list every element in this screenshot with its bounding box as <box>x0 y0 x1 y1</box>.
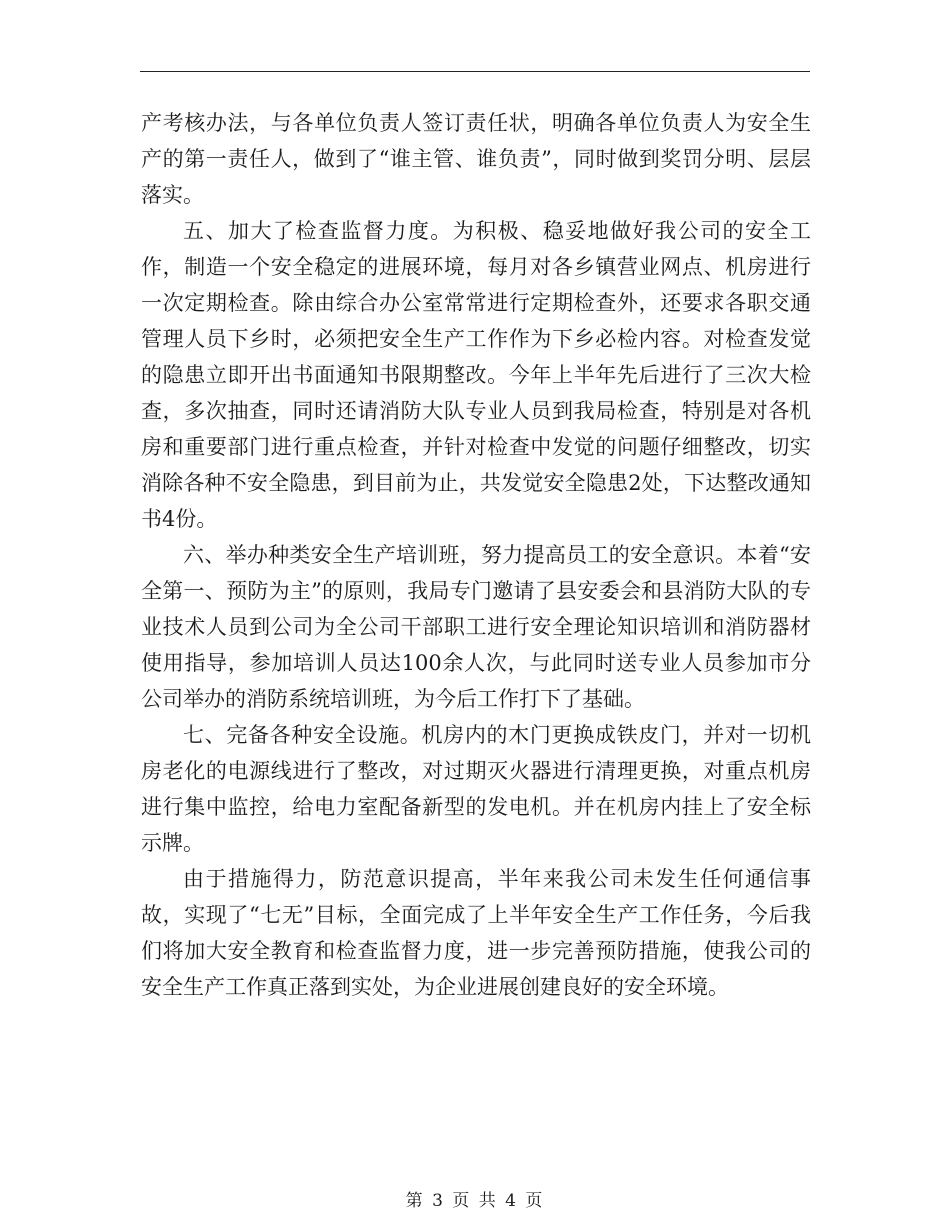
header-rule <box>140 71 810 72</box>
paragraph-continuation: 产考核办法，与各单位负责人签订责任状，明确各单位负责人为安全生产的第一责任人，做到了“谁主管、谁负责”，同时做到奖罚分明、层层落实。 <box>141 111 811 207</box>
page-number: 第 3 页 共 4 页 <box>405 1191 545 1211</box>
paragraph-section-5: 五、加大了检查监督力度。为积极、稳妥地做好我公司的安全工作，制造一个安全稳定的进展环境，每月对各乡镇营业网点、机房进行一次定期检查。除由综合办公室常常进行定期检查外，还要求各职交通管理人员下乡时，必须把安全生产工作作为下乡必检内容。对检查发觉的隐患立即开出书面通知书限期整改。今年上半年先后进行了三次大检查，多次抽查，同时还请消防大队专业人员到我局检查，特别是对各机房和重要部门进行重点检查，并针对检查中发觉的问题仔细整改，切实消除各种不安全隐患，到目前为止，共发觉安全隐患2处，下达整改通知书4份。 <box>141 219 811 531</box>
paragraph-section-7: 七、完备各种安全设施。机房内的木门更换成铁皮门，并对一切机房老化的电源线进行了整改，对过期灭火器进行清理更换，对重点机房进行集中监控，给电力室配备新型的发电机。并在机房内挂上了安全标示牌。 <box>141 723 811 855</box>
paragraph-section-6: 六、举办种类安全生产培训班，努力提高员工的安全意识。本着“安全第一、预防为主”的原则，我局专门邀请了县安委会和县消防大队的专业技术人员到公司为全公司干部职工进行安全理论知识培训和消防器材使用指导，参加培训人员达100余人次，与此同时送专业人员参加市分公司举办的消防系统培训班，为今后工作打下了基础。 <box>141 543 811 711</box>
document-body <box>141 105 811 1005</box>
paragraph-conclusion: 由于措施得力，防范意识提高，半年来我公司未发生任何通信事故，实现了“七无”目标，全面完成了上半年安全生产工作任务，今后我们将加大安全教育和检查监督力度，进一步完善预防措施，使我公司的安全生产工作真正落到实处，为企业进展创建良好的安全环境。 <box>141 867 811 999</box>
